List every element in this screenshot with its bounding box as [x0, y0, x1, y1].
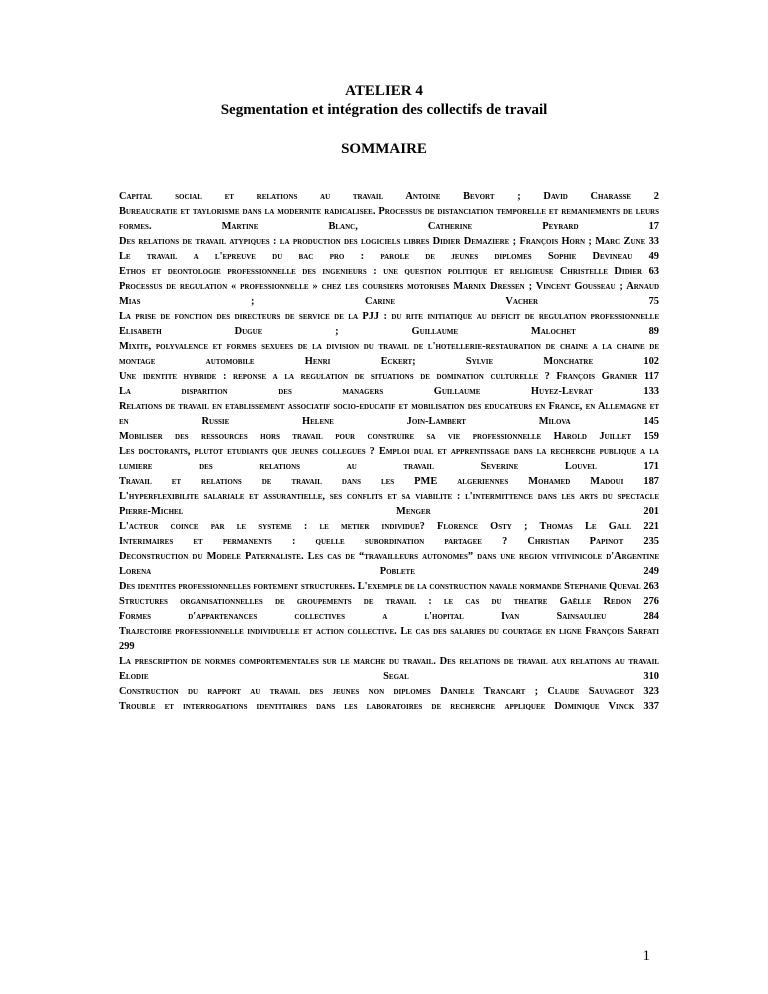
toc-entry-title: Interimaires et permanents : quelle subordination partagee ? Christian Papinot	[119, 536, 624, 547]
toc-entry-title: L'acteur coince par le systeme : le metier individue? Florence Osty ; Thomas Le Gall	[119, 521, 632, 532]
toc-entry	[119, 474, 659, 489]
toc-entry-page: 17	[648, 221, 659, 232]
toc-entry	[119, 249, 659, 264]
toc-entry-title: Relations de travail en etablissement associatif socio-educatif et mobilisation des educateurs en France, en Allemagne et en Russie Helene Join-Lambert Milova	[119, 401, 659, 427]
toc-entry-title: Des identites professionnelles fortement structurees. L'exemple de la construction navale normande Stephanie Queval	[119, 581, 641, 592]
toc-entry-page: 159	[643, 431, 659, 442]
toc-entry	[119, 579, 659, 594]
toc-entry	[119, 519, 659, 534]
toc-entry-title: Mobiliser des ressources hors travail pour construire sa vie professionnelle Harold Juillet	[119, 431, 631, 442]
atelier-title: ATELIER 4	[345, 83, 423, 99]
toc-entry-title: Formes d'appartenances collectives a l'hopital Ivan Sainsaulieu	[119, 611, 607, 622]
toc-entry-title: Capital social et relations au travail Antoine Bevort ; David Charasse	[119, 191, 632, 202]
page-number: 1	[642, 948, 650, 964]
table-of-contents	[119, 189, 659, 714]
toc-entry-title: Processus de regulation « professionnelle » chez les coursiers motorises Marnix Dressen ; Vincent Gousseau ; Arnaud Mias ; Carine Vacher	[119, 281, 659, 307]
toc-entry	[119, 594, 659, 609]
toc-entry	[119, 339, 659, 369]
toc-entry	[119, 489, 659, 519]
toc-entry	[119, 444, 659, 474]
toc-entry-page: 221	[643, 521, 659, 532]
toc-entry	[119, 399, 659, 429]
toc-entry-page: 263	[643, 581, 659, 592]
workshop-subtitle: Segmentation et intégration des collectifs de travail	[220, 102, 548, 118]
toc-entry-page: 63	[648, 266, 659, 277]
toc-entry-page: 133	[643, 386, 659, 397]
toc-entry-title: La prescription de normes comportementales sur le marche du travail. Des relations de travail aux relations au travail Elodie Segal	[119, 656, 659, 682]
toc-entry-page: 284	[643, 611, 659, 622]
toc-entry-title: Trouble et interrogations identitaires dans les laboratoires de recherche appliquee Dominique Vinck	[119, 701, 635, 712]
toc-entry-page: 187	[643, 476, 659, 487]
toc-entry-page: 145	[643, 416, 659, 427]
toc-entry-page: 2	[653, 191, 659, 202]
toc-entry	[119, 234, 659, 249]
toc-entry	[119, 684, 659, 699]
toc-entry-title: L'hyperflexibilite salariale et assurantielle, ses conflits et sa viabilite : l'intermittence dans les arts du spectacle Pierre-Michel Menger	[119, 491, 659, 517]
toc-entry	[119, 609, 659, 624]
toc-entry-page: 117	[643, 371, 659, 382]
toc-entry-title: Construction du rapport au travail des jeunes non diplomes Daniele Trancart ; Claude Sauvageot	[119, 686, 635, 697]
toc-entry-title: Bureaucratie et taylorisme dans la modernite radicalisee. Processus de distanciation temporelle et remaniements de leurs formes. Martine Blanc, Catherine Peyrard	[119, 206, 659, 232]
toc-entry-page: 337	[643, 701, 659, 712]
toc-entry-title: Travail et relations de travail dans les PME algeriennes Mohamed Madoui	[119, 476, 624, 487]
toc-entry-title: Une identite hybride : reponse a la regulation de situations de domination culturelle ? François Granier	[119, 371, 638, 382]
toc-entry-page: 323	[643, 686, 659, 697]
toc-entry-page: 276	[643, 596, 659, 607]
toc-entry-title: Mixite, polyvalence et formes sexuees de la division du travail de l'hotellerie-restauration de chaine a la chaine de montage automobile Henri Eckert; Sylvie Monchatre	[119, 341, 659, 367]
toc-entry-page: 299	[119, 641, 135, 652]
toc-entry	[119, 654, 659, 684]
toc-entry	[119, 204, 659, 234]
toc-entry-page: 102	[643, 356, 659, 367]
toc-entry	[119, 309, 659, 339]
toc-entry-page: 33	[648, 236, 659, 247]
toc-entry	[119, 279, 659, 309]
toc-entry-title: Deconstruction du Modele Paternaliste. Les cas de “travailleurs autonomes” dans une region vitivinicole d'Argentine Lorena Poblete	[119, 551, 659, 577]
toc-entry-title: Structures organisationnelles de groupements de travail : le cas du theatre Gaëlle Redon	[119, 596, 632, 607]
toc-entry	[119, 549, 659, 579]
toc-entry	[119, 624, 659, 654]
toc-entry-page: 49	[648, 251, 659, 262]
toc-entry-title: Les doctorants, plutot etudiants que jeunes collegues ? Emploi dual et apprentissage dans la recherche publique a la lumiere des relations au travail Severine Louvel	[119, 446, 659, 472]
toc-entry-title: Trajectoire professionnelle individuelle et action collective. Le cas des salaries du courtage en ligne François Sarfati	[119, 626, 659, 637]
toc-entry	[119, 369, 659, 384]
toc-entry	[119, 384, 659, 399]
toc-entry-title: Ethos et deontologie professionnelle des ingenieurs : une question politique et religieuse Christelle Didier	[119, 266, 643, 277]
toc-entry	[119, 534, 659, 549]
sommaire-heading: SOMMAIRE	[341, 141, 427, 157]
toc-entry-page: 249	[643, 566, 659, 577]
toc-entry-title: Des relations de travail atypiques : la production des logiciels libres Didier Demaziere ; François Horn ; Marc Zune	[119, 236, 646, 247]
toc-entry-page: 171	[643, 461, 659, 472]
toc-entry-title: Le travail a l'epreuve du bac pro : parole de jeunes diplomes Sophie Devineau	[119, 251, 633, 262]
toc-entry-page: 201	[643, 506, 659, 517]
toc-entry-page: 310	[643, 671, 659, 682]
toc-entry	[119, 264, 659, 279]
toc-entry-page: 235	[643, 536, 659, 547]
toc-entry	[119, 429, 659, 444]
document-header	[0, 82, 768, 159]
toc-entry-title: La prise de fonction des directeurs de service de la PJJ : du rite initiatique au deficit de regulation professionnelle Elisabeth Dugue ; Guillaume Malochet	[119, 311, 659, 337]
toc-entry-title: La disparition des managers Guillaume Huyez-Levrat	[119, 386, 593, 397]
toc-entry	[119, 699, 659, 714]
toc-entry	[119, 189, 659, 204]
toc-entry-page: 75	[648, 296, 659, 307]
toc-entry-page: 89	[648, 326, 659, 337]
